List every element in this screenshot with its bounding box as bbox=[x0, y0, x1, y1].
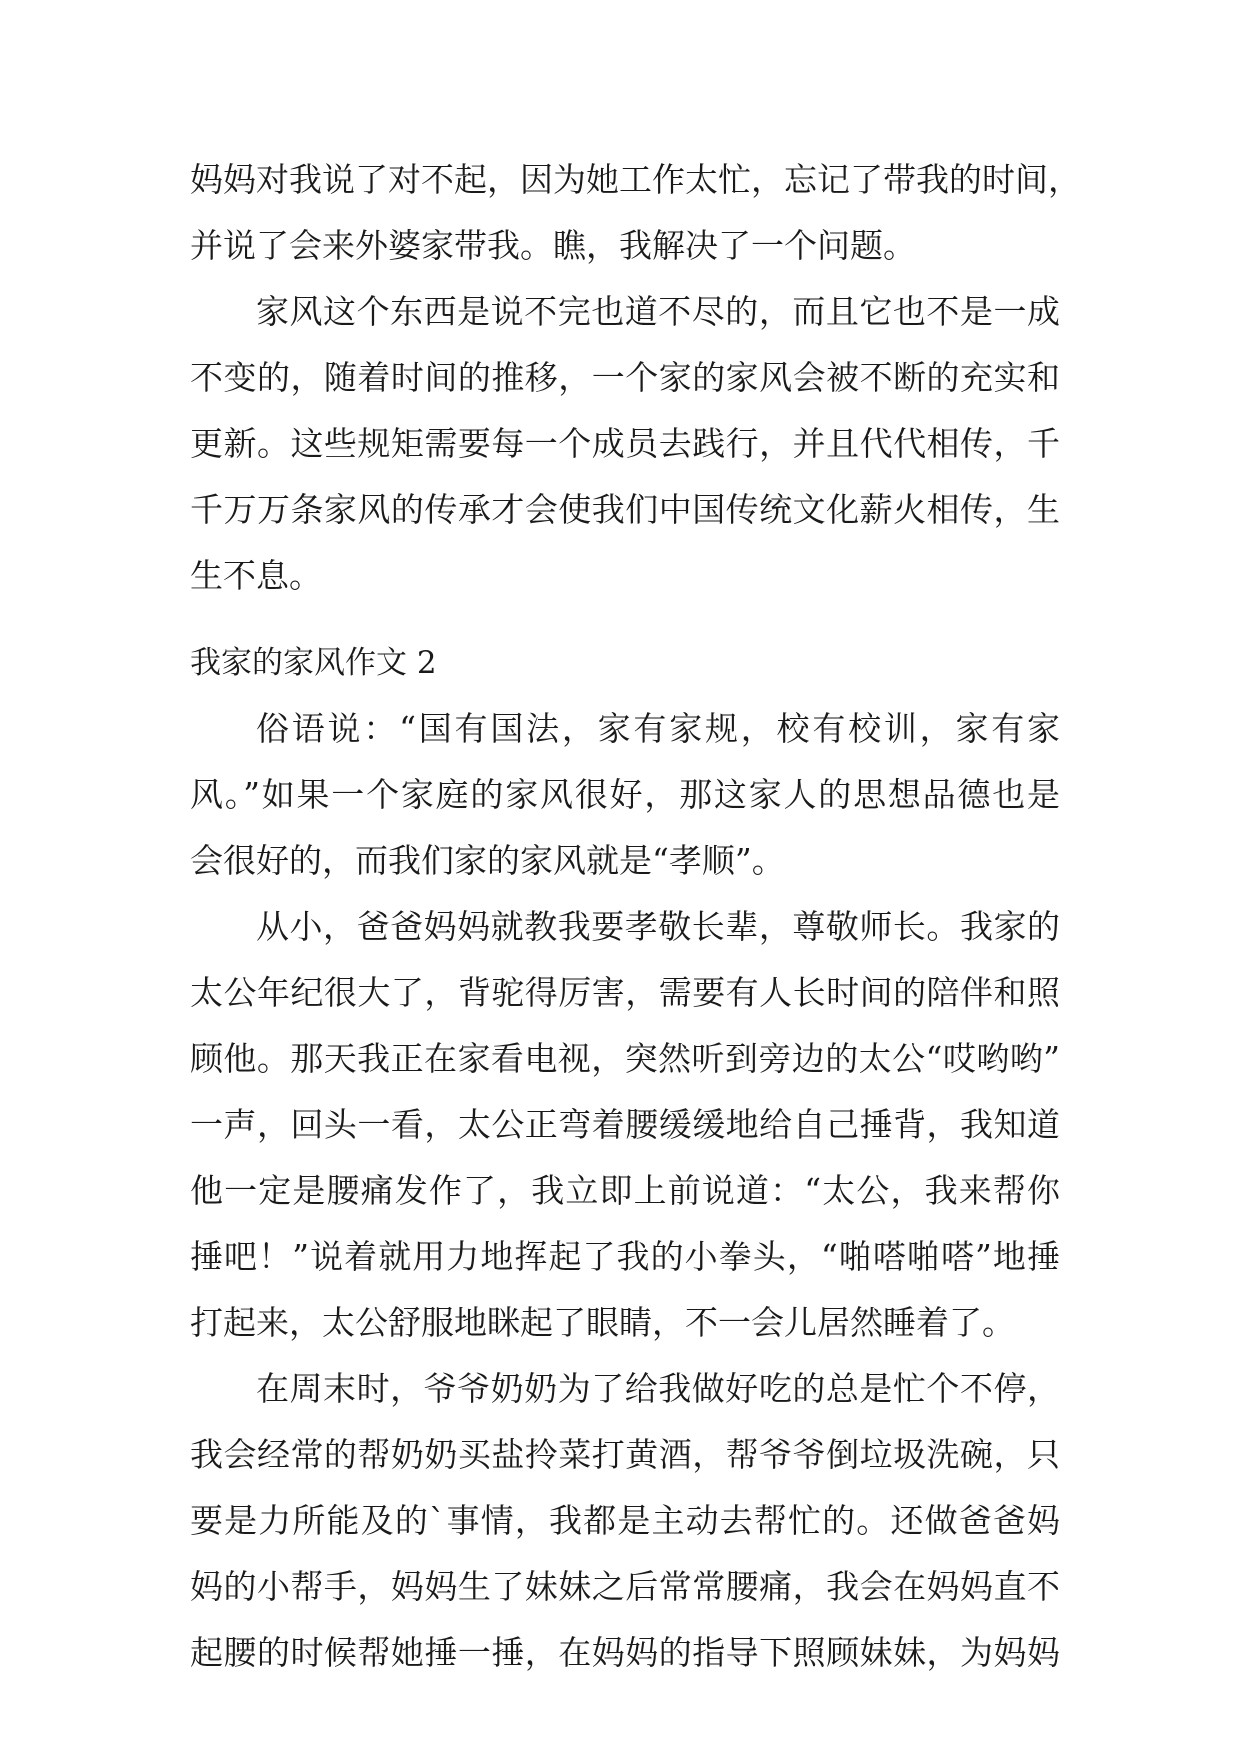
text-line: 他一定是腰痛发作了，我立即上前说道：“太公，我来帮你 bbox=[190, 1171, 1060, 1210]
text-line: 捶吧！”说着就用力地挥起了我的小拳头，“啪嗒啪嗒”地捶 bbox=[190, 1237, 1060, 1276]
paragraph-start-line: 俗语说：“国有国法，家有家规，校有校训，家有家 bbox=[256, 709, 1060, 748]
text-line: 顾他。那天我正在家看电视，突然听到旁边的太公“哎哟哟” bbox=[190, 1039, 1060, 1078]
text-line: 不变的，随着时间的推移，一个家的家风会被不断的充实和 bbox=[190, 358, 1060, 397]
text-line: 会很好的，而我们家的家风就是“孝顺”。 bbox=[190, 841, 785, 880]
text-line: 生不息。 bbox=[190, 556, 322, 595]
text-line: 并说了会来外婆家带我。瞧，我解决了一个问题。 bbox=[190, 226, 916, 265]
text-line: 妈的小帮手，妈妈生了妹妹之后常常腰痛，我会在妈妈直不 bbox=[190, 1567, 1060, 1606]
text-line: 我会经常的帮奶奶买盐拎菜打黄酒，帮爷爷倒垃圾洗碗，只 bbox=[190, 1435, 1060, 1474]
text-line: 要是力所能及的`事情，我都是主动去帮忙的。还做爸爸妈 bbox=[190, 1501, 1060, 1540]
text-line: 太公年纪很大了，背驼得厉害，需要有人长时间的陪伴和照 bbox=[190, 973, 1060, 1012]
text-line: 风。”如果一个家庭的家风很好，那这家人的思想品德也是 bbox=[190, 775, 1060, 814]
text-line: 起腰的时候帮她捶一捶，在妈妈的指导下照顾妹妹，为妈妈 bbox=[190, 1633, 1060, 1672]
text-line: 妈妈对我说了对不起，因为她工作太忙，忘记了带我的时间， bbox=[190, 160, 1081, 199]
text-line: 千万万条家风的传承才会使我们中国传统文化薪火相传，生 bbox=[190, 490, 1060, 529]
text-line: 更新。这些规矩需要每一个成员去践行，并且代代相传，千 bbox=[190, 424, 1060, 463]
text-line: 一声，回头一看，太公正弯着腰缓缓地给自己捶背，我知道 bbox=[190, 1105, 1060, 1144]
section-heading: 我家的家风作文 2 bbox=[190, 645, 437, 681]
text-line: 打起来，太公舒服地眯起了眼睛，不一会儿居然睡着了。 bbox=[190, 1303, 1015, 1342]
paragraph-start-line: 家风这个东西是说不完也道不尽的，而且它也不是一成 bbox=[256, 292, 1060, 331]
paragraph-start-line: 从小，爸爸妈妈就教我要孝敬长辈，尊敬师长。我家的 bbox=[256, 907, 1060, 946]
paragraph-start-line: 在周末时，爷爷奶奶为了给我做好吃的总是忙个不停， bbox=[256, 1369, 1060, 1408]
